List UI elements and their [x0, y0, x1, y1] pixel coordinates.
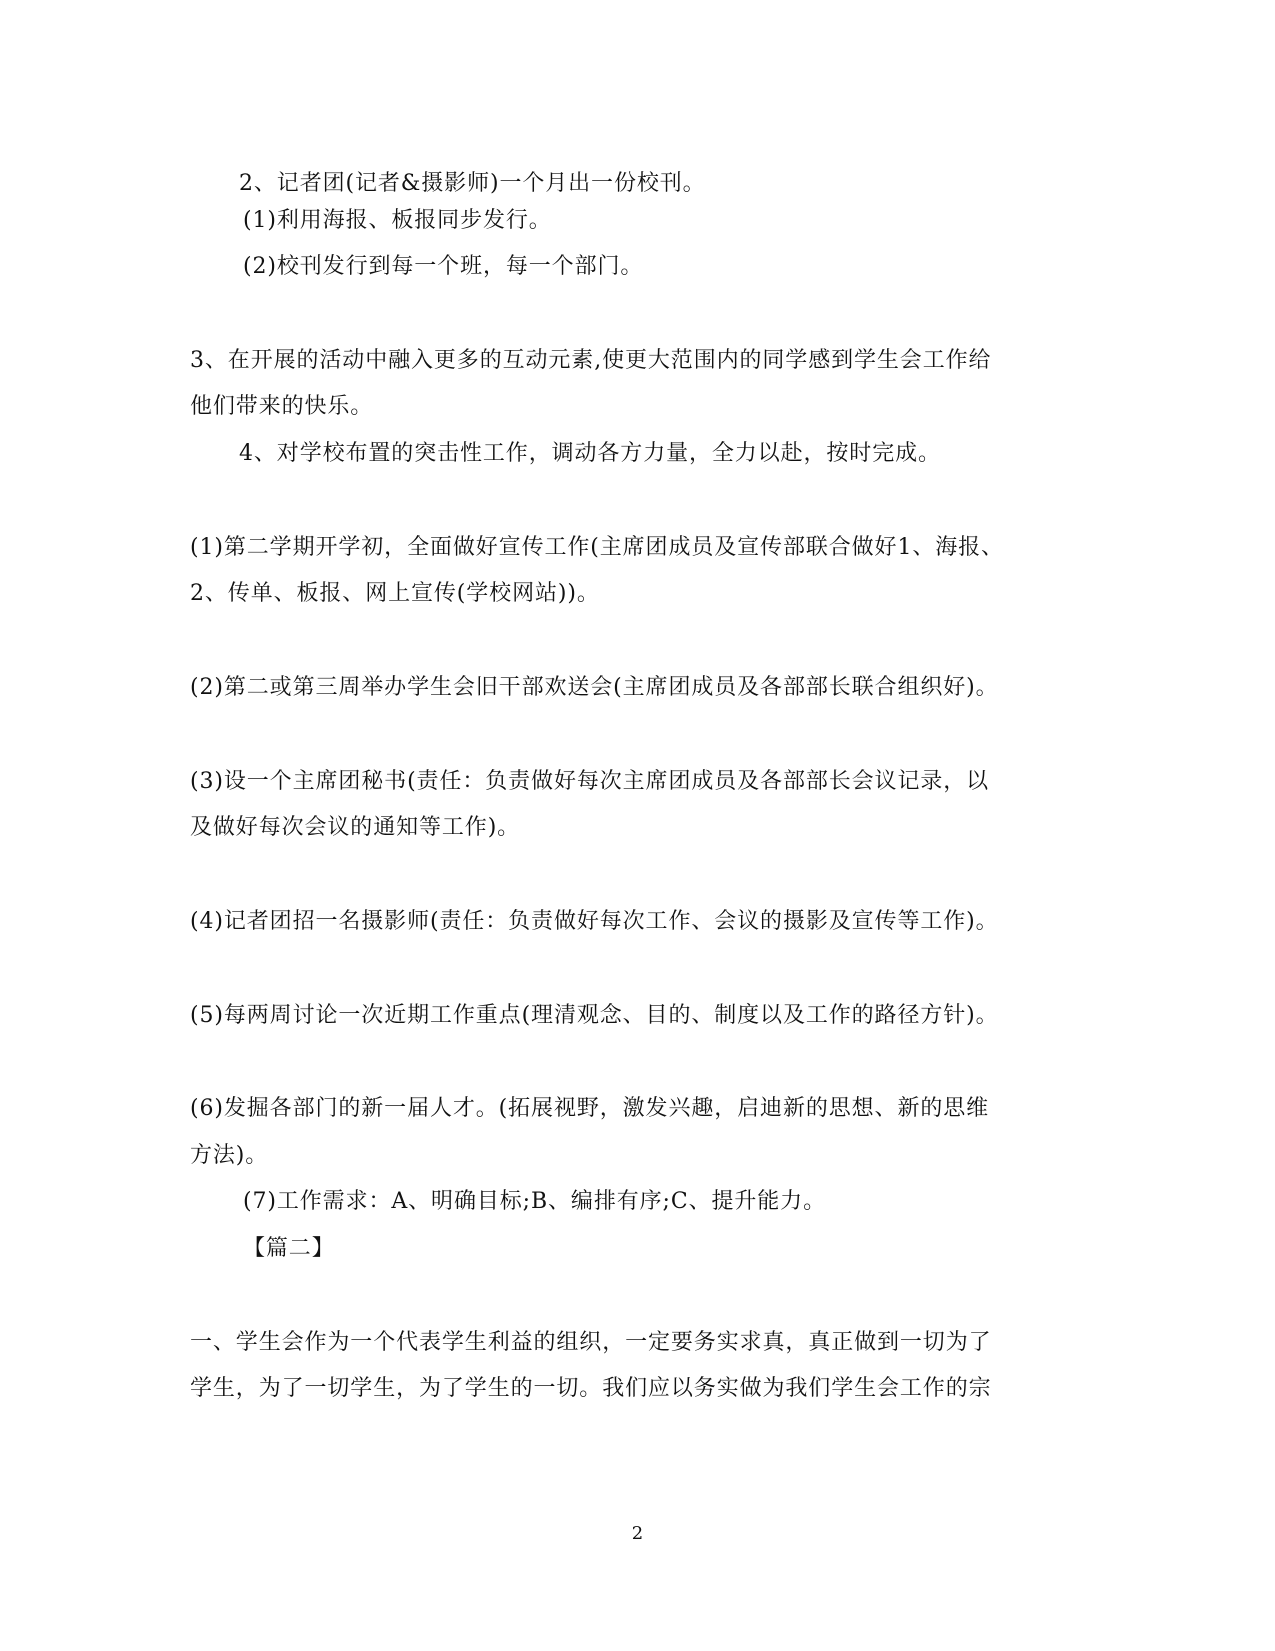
paragraph-line: 3、在开展的活动中融入更多的互动元素,使更大范围内的同学感到学生会工作给: [190, 348, 992, 373]
paragraph-line: (4)记者团招一名摄影师(责任：负责做好每次工作、会议的摄影及宣传等工作)。: [190, 909, 999, 934]
paragraph-line: 4、对学校布置的突击性工作，调动各方力量，全力以赴，按时完成。: [239, 441, 941, 466]
paragraph-line: 及做好每次会议的通知等工作)。: [190, 815, 521, 840]
paragraph-line: 方法)。: [190, 1143, 269, 1168]
paragraph-line: 2、记者团(记者&摄影师)一个月出一份校刊。: [239, 171, 706, 196]
page-number: 2: [631, 1523, 644, 1544]
paragraph-line: 2、传单、板报、网上宣传(学校网站))。: [190, 581, 600, 606]
paragraph-line: (5)每两周讨论一次近期工作重点(理清观念、目的、制度以及工作的路径方针)。: [190, 1003, 999, 1028]
paragraph-line: 一、学生会作为一个代表学生利益的组织，一定要务实求真，真正做到一切为了: [190, 1330, 992, 1355]
paragraph-line: (2)第二或第三周举办学生会旧干部欢送会(主席团成员及各部部长联合组织好)。: [190, 675, 999, 700]
paragraph-line: (6)发掘各部门的新一届人才。(拓展视野，激发兴趣，启迪新的思想、新的思维: [190, 1096, 990, 1121]
paragraph-line: 他们带来的快乐。: [190, 394, 374, 419]
paragraph-line: (2)校刊发行到每一个班，每一个部门。: [243, 254, 644, 279]
paragraph-line: (7)工作需求：A、明确目标;B、编排有序;C、提升能力。: [243, 1189, 826, 1214]
section-heading: 【篇二】: [243, 1236, 335, 1261]
paragraph-line: (1)第二学期开学初，全面做好宣传工作(主席团成员及宣传部联合做好1、海报、: [190, 535, 1004, 560]
paragraph-line: (3)设一个主席团秘书(责任：负责做好每次主席团成员及各部部长会议记录，以: [190, 769, 990, 794]
paragraph-line: (1)利用海报、板报同步发行。: [243, 208, 552, 233]
paragraph-line: 学生，为了一切学生，为了学生的一切。我们应以务实做为我们学生会工作的宗: [190, 1376, 992, 1401]
